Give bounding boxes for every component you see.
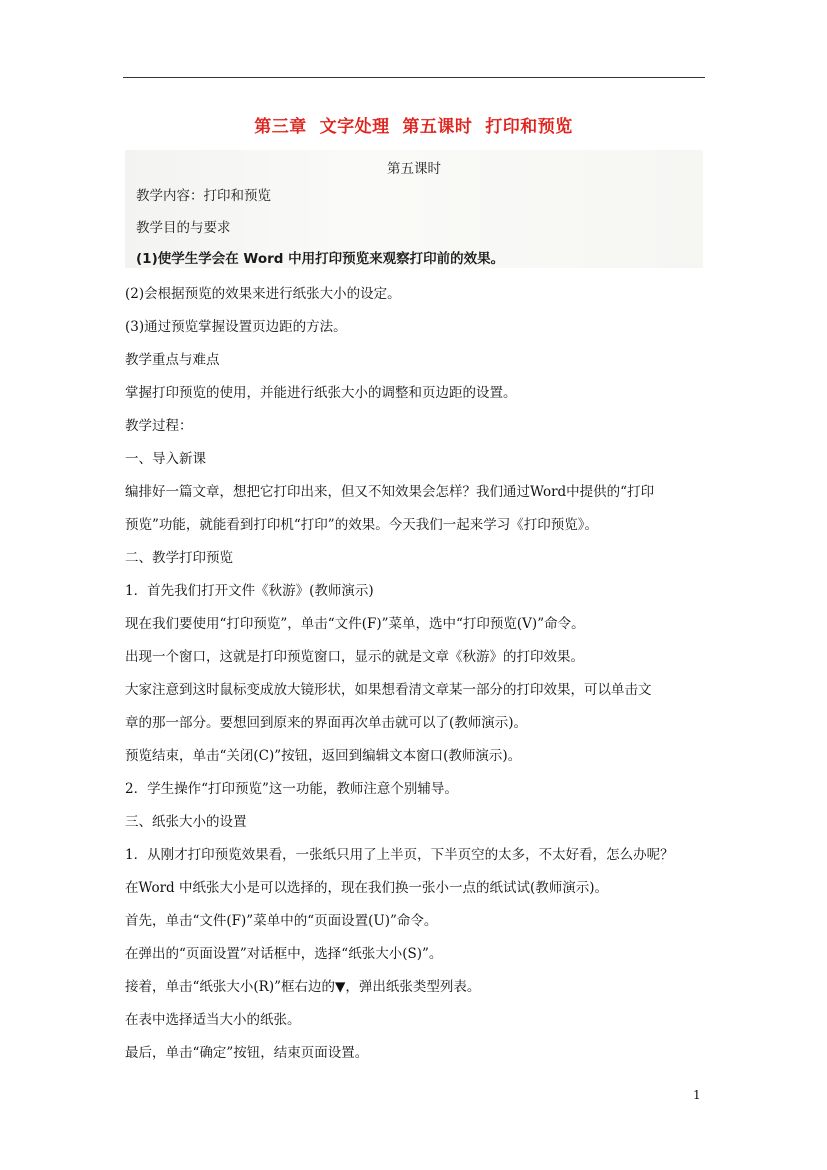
body-paragraph: 1．首先我们打开文件《秋游》(教师演示)	[125, 583, 374, 599]
body-paragraph: 掌握打印预览的使用，并能进行纸张大小的调整和页边距的设置。	[125, 385, 517, 401]
scanned-line: (1)使学生学会在 Word 中用打印预览来观察打印前的效果。	[136, 251, 505, 267]
section-heading: 三、纸张大小的设置	[125, 814, 247, 830]
body-paragraph: 预览”功能，就能看到打印机“打印”的效果。今天我们一起来学习《打印预览》。	[125, 517, 598, 533]
body-paragraph: 首先，单击“文件(F)”菜单中的“页面设置(U)”命令。	[125, 913, 438, 929]
section-heading: 一、导入新课	[125, 451, 206, 467]
scanned-line: 教学目的与要求	[136, 220, 231, 236]
body-paragraph: (2)会根据预览的效果来进行纸张大小的设定。	[125, 286, 401, 302]
body-paragraph: 出现一个窗口，这就是打印预览窗口，显示的就是文章《秋游》的打印效果。	[125, 649, 584, 665]
body-paragraph: 最后，单击“确定”按钮，结束页面设置。	[125, 1045, 369, 1061]
scanned-image-excerpt	[125, 150, 703, 268]
body-paragraph: 接着，单击“纸张大小(R)”框右边的▼，弹出纸张类型列表。	[125, 979, 481, 995]
scanned-line: 教学内容：打印和预览	[136, 188, 271, 204]
section-heading: 教学重点与难点	[125, 352, 220, 368]
body-paragraph: 现在我们要使用“打印预览”，单击“文件(F)”菜单，选中“打印预览(V)”命令。	[125, 616, 585, 632]
body-paragraph: 章的那一部分。要想回到原来的界面再次单击就可以了(教师演示)。	[125, 715, 528, 731]
body-paragraph: 在弹出的“页面设置”对话框中，选择“纸张大小(S)”。	[125, 946, 443, 962]
body-paragraph: 1．从刚才打印预览效果看，一张纸只用了上半页，下半页空的太多，不太好看，怎么办呢？	[125, 847, 674, 863]
body-paragraph: 大家注意到这时鼠标变成放大镜形状，如果想看清文章某一部分的打印效果，可以单击文	[125, 682, 652, 698]
body-paragraph: 编排好一篇文章，想把它打印出来，但又不知效果会怎样？我们通过Word中提供的“打印	[125, 484, 655, 500]
body-paragraph: 预览结束，单击“关闭(C)”按钮，返回到编辑文本窗口(教师演示)。	[125, 748, 522, 764]
body-paragraph: 2．学生操作“打印预览”这一功能，教师注意个别辅导。	[125, 781, 458, 797]
page-number: 1	[693, 1088, 701, 1102]
body-paragraph: (3)通过预览掌握设置页边距的方法。	[125, 319, 347, 335]
section-heading: 二、教学打印预览	[125, 550, 233, 566]
scanned-heading: 第五课时	[387, 161, 441, 177]
body-paragraph: 在Word 中纸张大小是可以选择的，现在我们换一张小一点的纸试试(教师演示)。	[125, 880, 609, 896]
document-title: 第三章 文字处理 第五课时 打印和预览	[254, 117, 573, 137]
header-rule	[123, 77, 705, 78]
section-heading: 教学过程：	[125, 418, 193, 434]
body-paragraph: 在表中选择适当大小的纸张。	[125, 1012, 301, 1028]
document-body	[125, 278, 705, 1070]
